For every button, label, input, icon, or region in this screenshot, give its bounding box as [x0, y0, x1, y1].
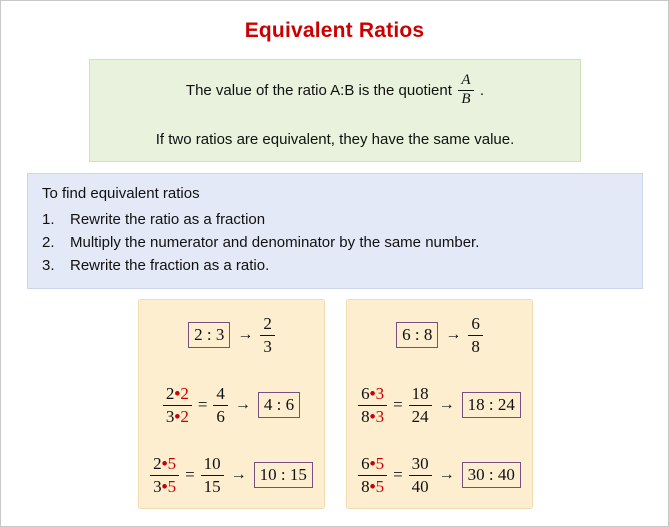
- step-text: Rewrite the fraction as a ratio.: [70, 257, 270, 274]
- steps-list: [42, 208, 628, 277]
- multiply-dot-icon: •: [161, 476, 168, 496]
- step-text: Multiply the numerator and denominator by the same number.: [70, 234, 480, 251]
- multiply-dot-icon: •: [369, 384, 376, 404]
- numerator-multiplier: 5: [375, 454, 385, 474]
- denominator-multiplier: 5: [167, 476, 177, 496]
- page-title: Equivalent Ratios: [244, 19, 425, 42]
- numerator-base: 2: [153, 454, 162, 474]
- fraction-denominator: 3: [263, 336, 272, 356]
- fraction-multiplied: [150, 454, 179, 495]
- arrow-icon: →: [438, 396, 455, 413]
- fraction-denominator: 8: [471, 336, 480, 356]
- numerator-base: 6: [361, 454, 370, 474]
- fraction-multiplied: [163, 384, 192, 425]
- arrow-icon: →: [234, 396, 251, 413]
- fraction-numerator: 4: [213, 384, 228, 405]
- multiply-dot-icon: •: [369, 454, 376, 474]
- fraction-numerator: 6: [468, 314, 483, 335]
- fraction-numerator: [358, 454, 387, 475]
- denominator-base: 8: [361, 476, 370, 496]
- numerator-multiplier: 2: [180, 384, 189, 404]
- fraction-denominator: 6: [216, 406, 225, 426]
- fraction-numerator: 30: [409, 454, 432, 475]
- multiply-dot-icon: •: [369, 406, 376, 426]
- fraction-denominator: 40: [411, 476, 429, 496]
- arrow-icon: →: [445, 326, 462, 343]
- fraction-multiplied: [358, 454, 387, 495]
- example-row: [139, 300, 324, 370]
- definition-line-1: [106, 74, 564, 109]
- denominator-multiplier: 2: [180, 406, 189, 426]
- equals-sign: =: [197, 395, 208, 414]
- multiply-dot-icon: •: [161, 454, 168, 474]
- equals-sign: =: [185, 465, 195, 484]
- list-item: [42, 231, 628, 254]
- fraction-result: [409, 384, 432, 425]
- fraction-result: [213, 384, 228, 425]
- fraction-numerator: 18: [409, 384, 432, 405]
- ratio-box: 6 : 8: [396, 322, 438, 348]
- arrow-icon: →: [438, 466, 455, 483]
- definition-box: [89, 59, 581, 162]
- fraction-numerator: A: [461, 72, 471, 88]
- multiply-dot-icon: •: [174, 406, 181, 426]
- fraction-denominator: B: [461, 90, 471, 107]
- step-number: 2.: [42, 234, 55, 251]
- numerator-multiplier: 5: [167, 454, 177, 474]
- numerator-base: 2: [165, 384, 175, 404]
- fraction: [468, 314, 483, 355]
- fraction-numerator: 10: [201, 454, 224, 475]
- steps-box: [27, 173, 643, 289]
- example-row: [347, 300, 532, 370]
- ratio-result-box: 4 : 6: [258, 392, 300, 418]
- denominator-base: 8: [361, 406, 370, 426]
- equals-sign: =: [393, 395, 403, 414]
- denominator-multiplier: 5: [375, 476, 385, 496]
- ratio-box: 2 : 3: [188, 322, 230, 348]
- fraction-denominator: [150, 476, 179, 496]
- fraction-denominator: [163, 406, 192, 426]
- fraction-numerator: [358, 384, 387, 405]
- denominator-base: 3: [153, 476, 162, 496]
- fraction-denominator: 15: [203, 476, 221, 496]
- fraction-result: [201, 454, 224, 495]
- ratio-result-box: 10 : 15: [254, 462, 313, 488]
- ratio-result-box: 18 : 24: [462, 392, 521, 418]
- list-item: [42, 208, 628, 231]
- arrow-icon: →: [230, 466, 247, 483]
- step-text: Rewrite the ratio as a fraction: [70, 211, 266, 228]
- fraction-multiplied: [358, 384, 387, 425]
- ratio-result-box: 30 : 40: [462, 462, 521, 488]
- fraction-result: [409, 454, 432, 495]
- list-item: [42, 254, 628, 277]
- steps-heading: To find equivalent ratios: [42, 185, 200, 202]
- arrow-icon: →: [237, 326, 254, 343]
- fraction-numerator: [150, 454, 179, 475]
- ratio-value-fraction: [458, 73, 474, 108]
- definition-line-2: If two ratios are equivalent, they have the same value.: [155, 130, 515, 148]
- fraction: [260, 314, 275, 355]
- definition-text-before: The value of the ratio A:B is the quotient: [185, 82, 452, 100]
- example-row: [347, 440, 532, 510]
- multiply-dot-icon: •: [174, 384, 181, 404]
- example-row: [347, 370, 532, 440]
- fraction-denominator: 24: [411, 406, 429, 426]
- fraction-numerator: 2: [260, 314, 275, 335]
- fraction-numerator: [163, 384, 192, 405]
- example-panel-left: [138, 299, 325, 509]
- multiply-dot-icon: •: [369, 476, 376, 496]
- example-row: [139, 440, 324, 510]
- definition-text-after: .: [479, 82, 485, 100]
- step-number: 1.: [42, 211, 55, 228]
- denominator-base: 3: [165, 406, 175, 426]
- example-row: [139, 370, 324, 440]
- example-panel-right: [346, 299, 533, 509]
- denominator-multiplier: 3: [375, 406, 385, 426]
- fraction-denominator: [358, 406, 387, 426]
- numerator-multiplier: 3: [375, 384, 385, 404]
- numerator-base: 6: [361, 384, 370, 404]
- step-number: 3.: [42, 257, 55, 274]
- equals-sign: =: [393, 465, 403, 484]
- fraction-denominator: [358, 476, 387, 496]
